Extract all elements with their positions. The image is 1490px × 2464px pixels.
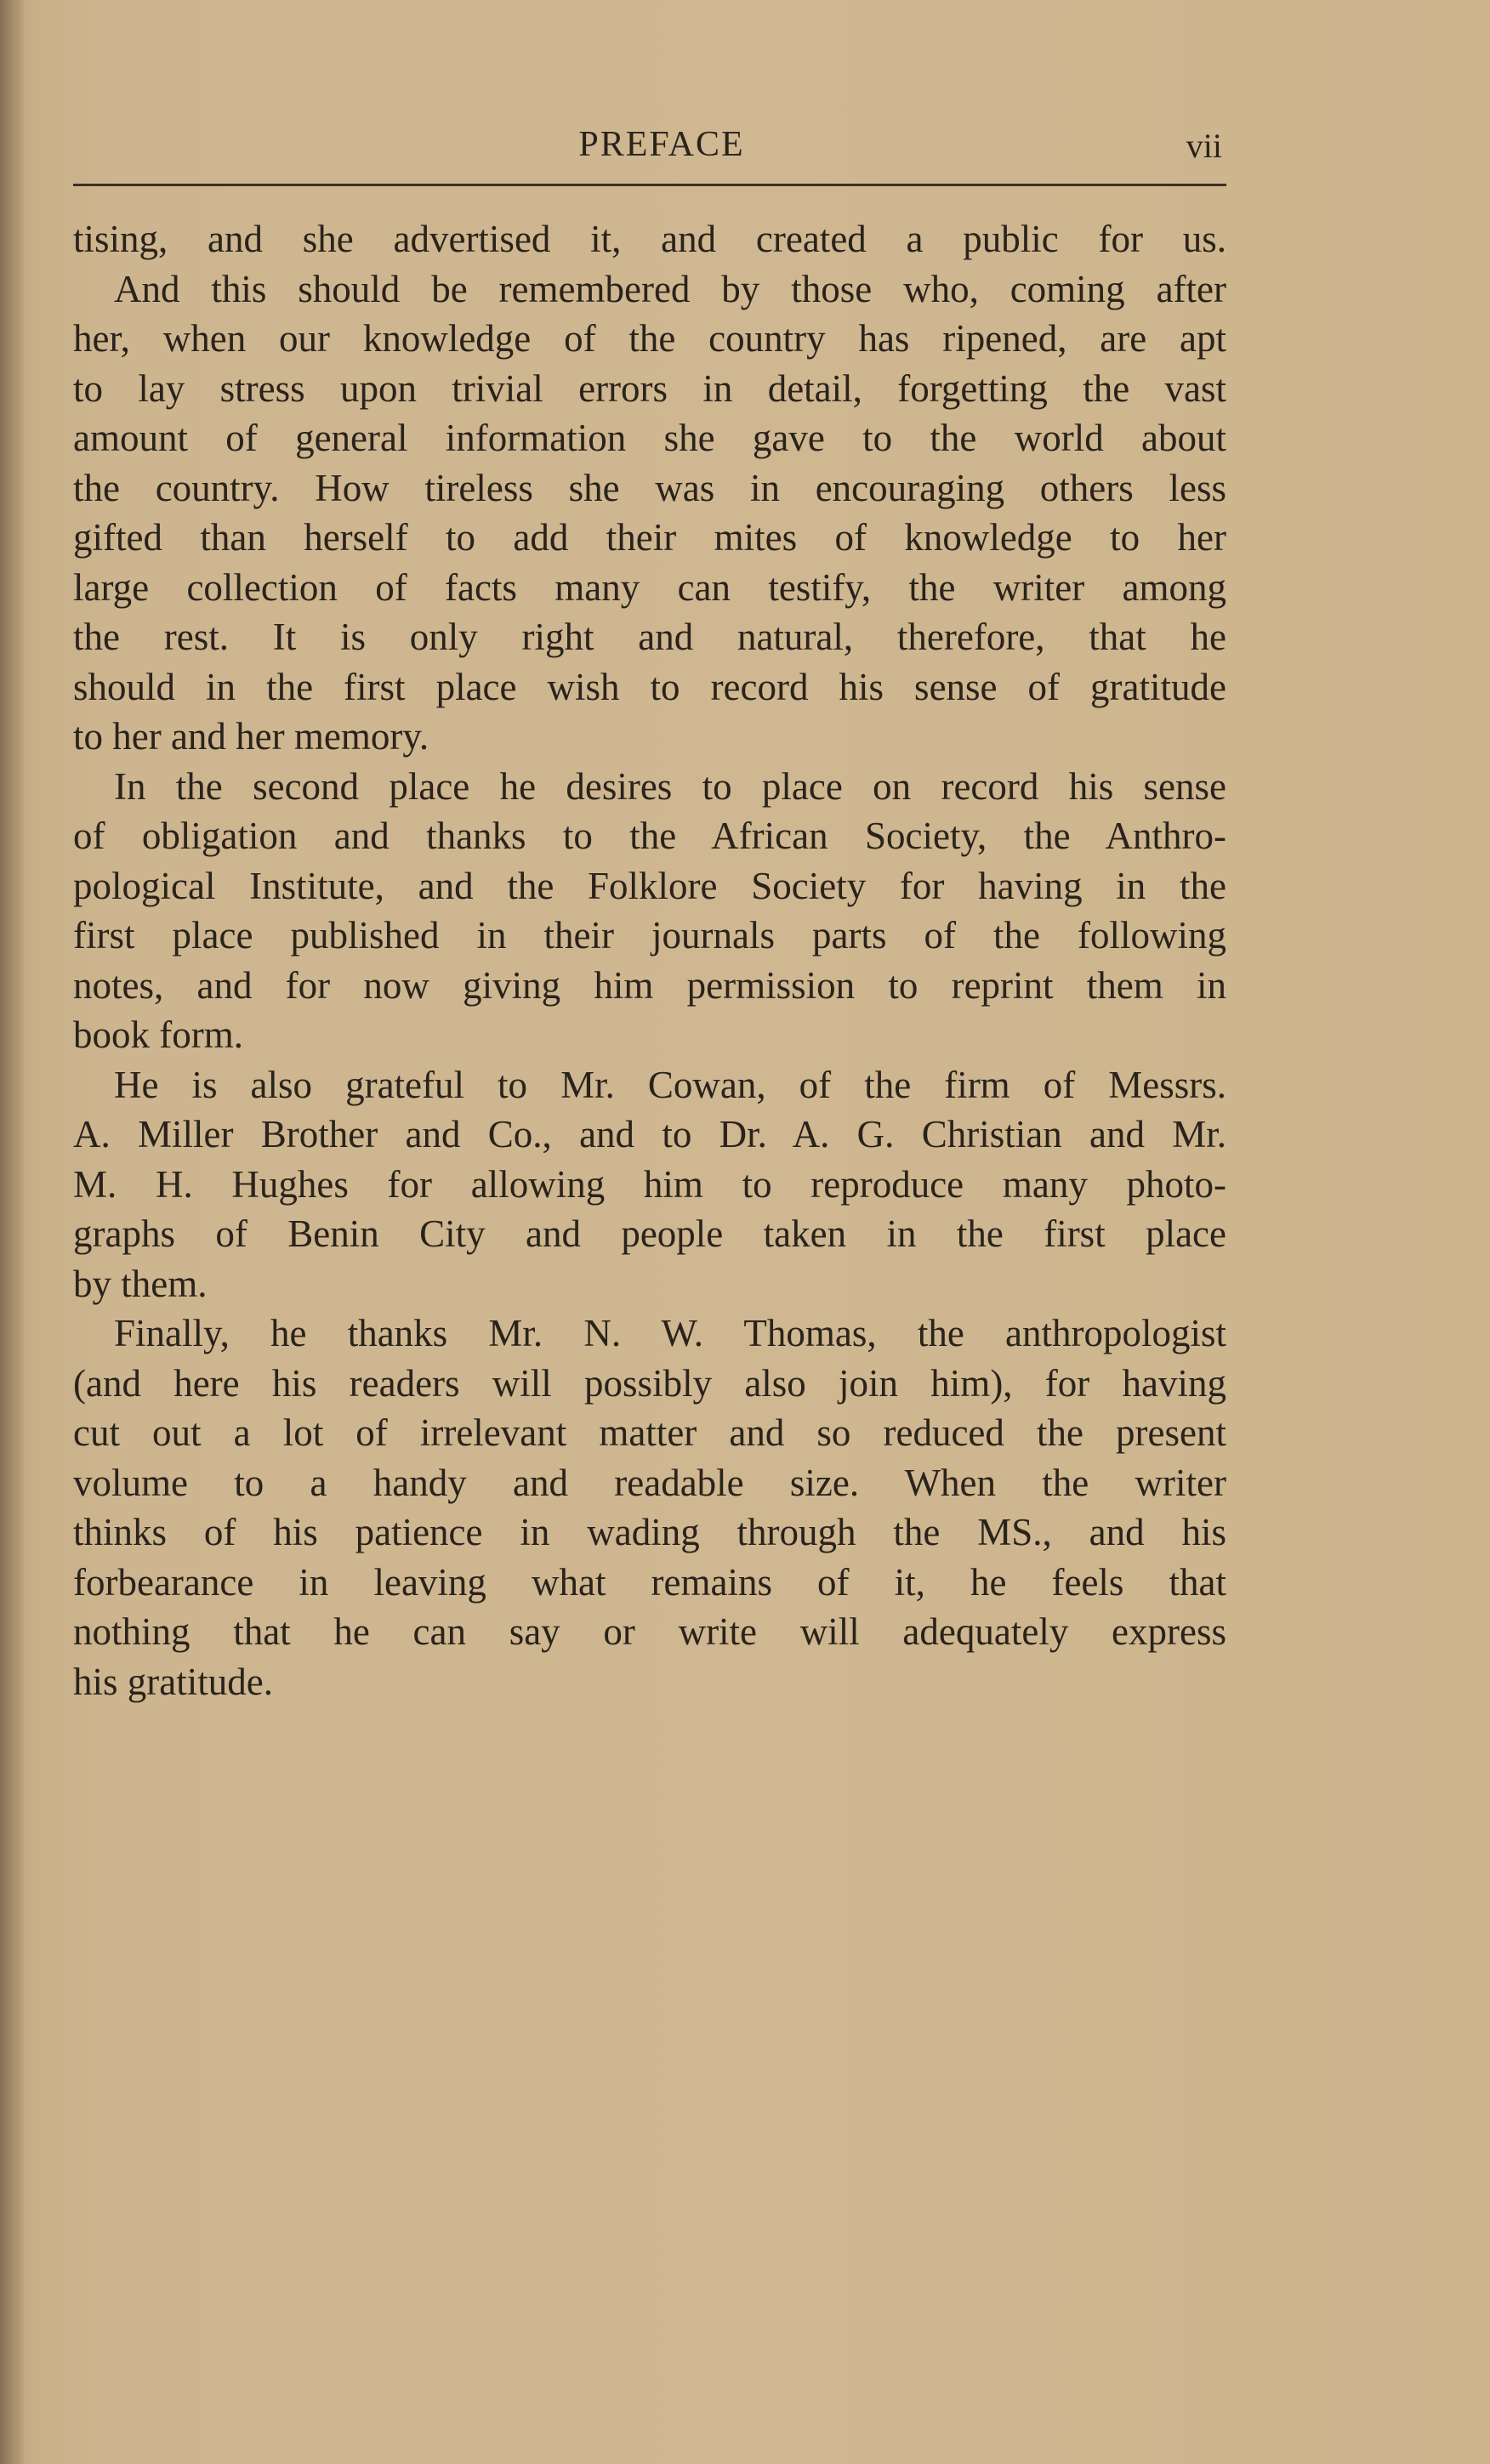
text-line: tising, and she advertised it, and created a public for us. xyxy=(73,218,1226,260)
text-line: forbearance in leaving what remains of it, he feels that xyxy=(73,1560,1226,1604)
text-line: M. H. Hughes for allowing him to reproduce many photo- xyxy=(73,1162,1226,1206)
text-line: large collection of facts many can testify, the writer among xyxy=(73,565,1226,609)
text-line: to her and her memory. xyxy=(73,715,429,758)
page-header xyxy=(0,124,1490,175)
text-line: by them. xyxy=(73,1262,208,1305)
text-line: (and here his readers will possibly also join him), for having xyxy=(73,1361,1226,1405)
text-line: the country. How tireless she was in encouraging others less xyxy=(73,466,1226,509)
text-line: notes, and for now giving him permission to reprint them in xyxy=(73,963,1226,1007)
text-line: And this should be remembered by those who, coming after xyxy=(114,267,1226,310)
text-line: thinks of his patience in wading through the MS., and his xyxy=(73,1511,1226,1553)
running-title: PREFACE xyxy=(578,125,745,164)
text-line: pological Institute, and the Folklore Society for having in the xyxy=(73,864,1226,907)
text-line: nothing that he can say or write will adequately express xyxy=(73,1610,1226,1653)
text-line: cut out a lot of irrelevant matter and so reduced the present xyxy=(73,1411,1226,1454)
text-line: gifted than herself to add their mites of knowledge to her xyxy=(73,516,1226,559)
text-line: Finally, he thanks Mr. N. W. Thomas, the anthropologist xyxy=(114,1312,1226,1354)
text-line: first place published in their journals parts of the following xyxy=(73,914,1226,957)
text-line: his gratitude. xyxy=(73,1660,273,1703)
text-line: to lay stress upon trivial errors in detail, forgetting the vast xyxy=(73,366,1226,410)
text-line: of obligation and thanks to the African Society, the Anthro- xyxy=(73,815,1226,857)
page-binding-shadow xyxy=(0,0,24,2464)
preface-body-text xyxy=(73,214,1226,1706)
text-line: amount of general information she gave to the world about xyxy=(73,417,1226,459)
text-line: In the second place he desires to place on record his sense xyxy=(114,764,1226,808)
text-line: book form. xyxy=(73,1013,243,1056)
text-line: should in the first place wish to record his sense of gratitude xyxy=(73,665,1226,708)
header-rule xyxy=(73,184,1226,186)
text-line: her, when our knowledge of the country has ripened, are apt xyxy=(73,317,1226,360)
text-line: A. Miller Brother and Co., and to Dr. A. G. Christian and Mr. xyxy=(73,1113,1226,1155)
text-line: the rest. It is only right and natural, therefore, that he xyxy=(73,616,1226,658)
page-number: vii xyxy=(1186,127,1222,165)
text-line: volume to a handy and readable size. When the writer xyxy=(73,1461,1226,1504)
text-line: graphs of Benin City and people taken in the first place xyxy=(73,1212,1226,1255)
text-line: He is also grateful to Mr. Cowan, of the firm of Messrs. xyxy=(114,1063,1226,1106)
